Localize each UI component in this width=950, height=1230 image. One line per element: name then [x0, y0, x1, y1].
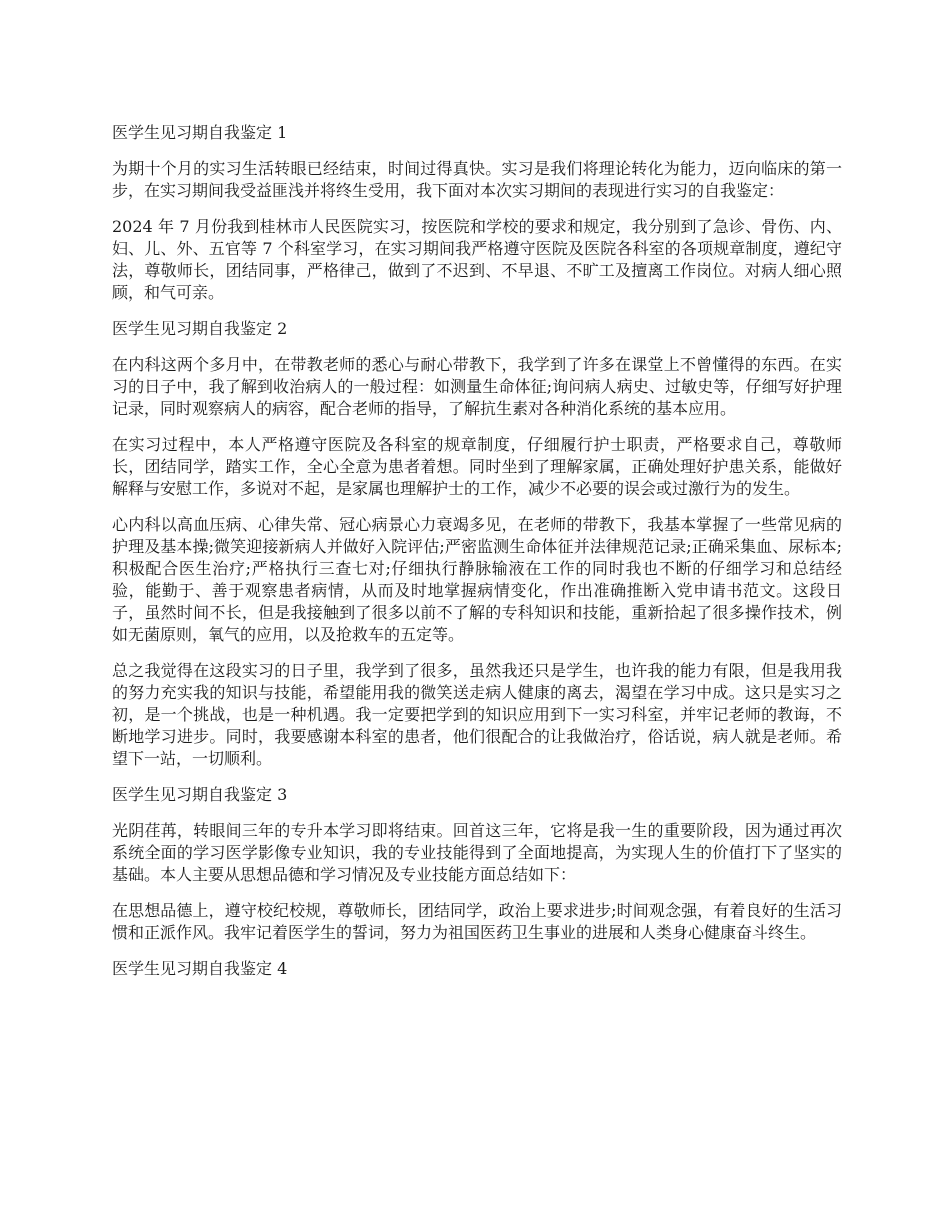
- paragraph: 2024 年 7 月份我到桂林市人民医院实习，按医院和学校的要求和规定，我分别到了急诊、骨伤、内、妇、儿、外、五官等 7 个科室学习，在实习期间我严格遵守医院及医院各科室的各项规章制度，遵纪守法，尊敬师长，团结同事，严格律己，做到了不迟到、不早退、不旷工及擅离工作岗位。对病人细心照顾，和气可亲。: [112, 217, 842, 302]
- section-heading: 医学生见习期自我鉴定 1: [112, 123, 288, 142]
- section-1: [112, 122, 842, 304]
- section-heading: 医学生见习期自我鉴定 4: [112, 959, 288, 978]
- section-heading: 医学生见习期自我鉴定 3: [112, 785, 288, 804]
- paragraph: 在内科这两个多月中，在带教老师的悉心与耐心带教下，我学到了许多在课堂上不曾懂得的东西。在实习的日子中，我了解到收治病人的一般过程：如测量生命体征;询问病人病史、过敏史等，仔细写好护理记录，同时观察病人的病容，配合老师的指导，了解抗生素对各种消化系统的基本应用。: [112, 355, 842, 418]
- paragraph: 光阴荏苒，转眼间三年的专升本学习即将结束。回首这三年，它将是我一生的重要阶段，因为通过再次系统全面的学习医学影像专业知识，我的专业技能得到了全面地提高，为实现人生的价值打下了坚实的基础。本人主要从思想品德和学习情况及专业技能方面总结如下：: [112, 821, 842, 884]
- paragraph: 在实习过程中，本人严格遵守医院及各科室的规章制度，仔细履行护士职责，严格要求自己，尊敬师长，团结同学，踏实工作，全心全意为患者着想。同时坐到了理解家属，正确处理好护患关系，能做好解释与安慰工作，多说对不起，是家属也理解护士的工作，减少不必要的误会或过激行为的发生。: [112, 435, 842, 498]
- section-2: [112, 318, 842, 770]
- section-heading: 医学生见习期自我鉴定 2: [112, 319, 288, 338]
- section-3: [112, 784, 842, 944]
- paragraph: 总之我觉得在这段实习的日子里，我学到了很多，虽然我还只是学生，也许我的能力有限，但是我用我的努力充实我的知识与技能，希望能用我的微笑送走病人健康的离去，渴望在学习中成。这只是实习之初，是一个挑战，也是一种机遇。我一定要把学到的知识应用到下一实习科室，并牢记老师的教诲，不断地学习进步。同时，我要感谢本科室的患者，他们很配合的让我做治疗，俗话说，病人就是老师。希望下一站，一切顺利。: [112, 661, 842, 768]
- paragraph: 心内科以高血压病、心律失常、冠心病景心力衰竭多见，在老师的带教下，我基本掌握了一些常见病的护理及基本操;微笑迎接新病人并做好入院评估;严密监测生命体征并法律规范记录;正确采集血、尿标本;积极配合医生治疗;严格执行三查七对;仔细执行静脉输液在工作的同时我也不断的仔细学习和总结经验，能勤于、善于观察患者病情，从而及时地掌握病情变化，作出准确推断入党申请书范文。这段日子，虽然时间不长，但是我接触到了很多以前不了解的专科知识和技能，重新拾起了很多操作技术，例如无菌原则，氧气的应用，以及抢救车的五定等。: [112, 515, 842, 644]
- paragraph: 在思想品德上，遵守校纪校规，尊敬师长，团结同学，政治上要求进步;时间观念强，有着良好的生活习惯和正派作风。我牢记着医学生的誓词，努力为祖国医药卫生事业的进展和人类身心健康奋斗终生。: [112, 901, 842, 942]
- section-4: [112, 958, 842, 980]
- document-body: [112, 122, 842, 994]
- paragraph: 为期十个月的实习生活转眼已经结束，时间过得真快。实习是我们将理论转化为能力，迈向临床的第一步，在实习期间我受益匪浅并将终生受用，我下面对本次实习期间的表现进行实习的自我鉴定：: [112, 159, 842, 200]
